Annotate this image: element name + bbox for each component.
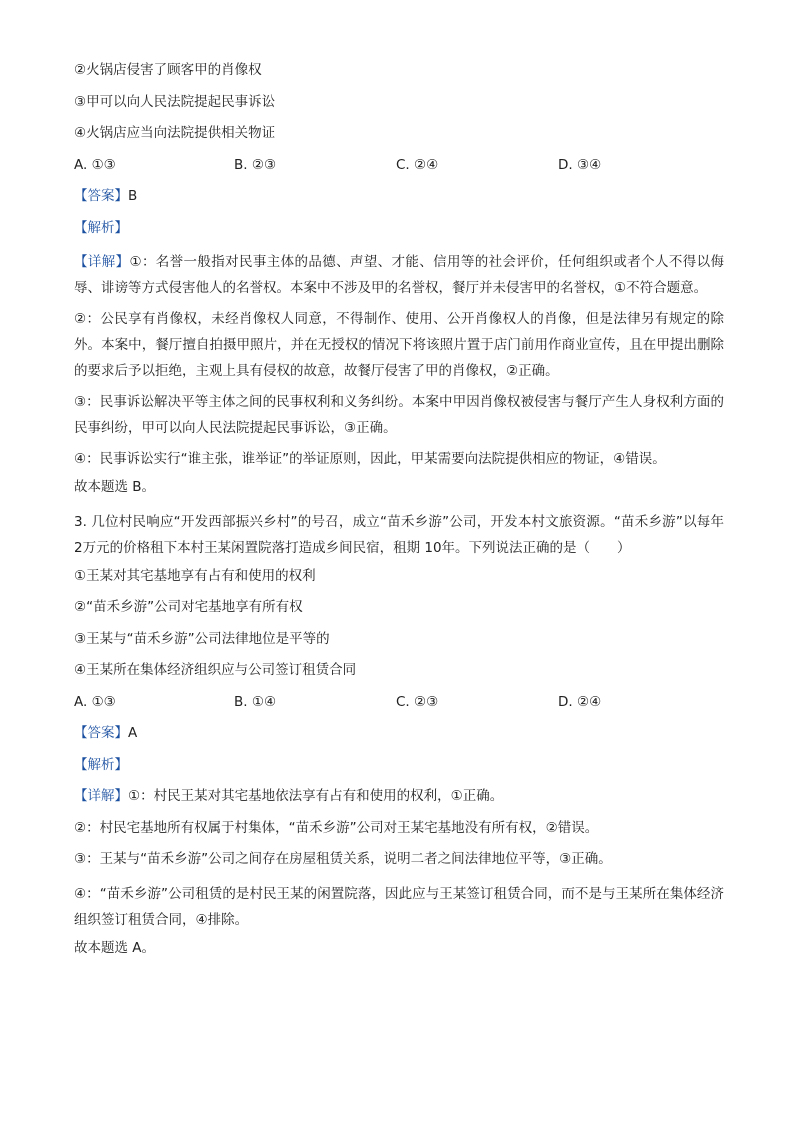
q3-option-b: B. ①④ — [234, 693, 277, 710]
answer-value: B — [128, 188, 138, 204]
detail-tag: 【详解】 — [74, 788, 128, 804]
q3-detail-3: ③：王某与“苗禾乡游”公司之间存在房屋租赁关系，说明二者之间法律地位平等，③正确。 — [74, 851, 612, 867]
q3-option-d: D. ②④ — [558, 693, 602, 710]
q2-conclusion: 故本题选 B。 — [74, 479, 156, 495]
q3-analysis-heading — [74, 755, 724, 776]
q2-item-3: ③甲可以向人民法院提起民事诉讼 — [74, 93, 276, 110]
q2-detail-4: ④：民事诉讼实行“谁主张，谁举证”的举证原则，因此，甲某需要向法院提供相应的物证，④错误。 — [74, 451, 666, 467]
q2-option-c: C. ②④ — [396, 156, 439, 173]
q2-option-b: B. ②③ — [234, 156, 277, 173]
q3-detail-1-text: ①：村民王某对其宅基地依法享有占有和使用的权利，①正确。 — [128, 788, 504, 804]
q2-detail-1 — [74, 249, 724, 301]
q3-options — [74, 692, 724, 713]
answer-tag: 【答案】 — [74, 725, 128, 741]
q3-detail-2: ②：村民宅基地所有权属于村集体，“苗禾乡游”公司对王某宅基地没有所有权，②错误。 — [74, 819, 599, 836]
q2-analysis-heading — [74, 218, 724, 239]
q3-detail-4: ④：“苗禾乡游”公司租赁的是村民王某的闲置院落，因此应与王某签订租赁合同，而不是与王某所在集体经济组织签订租赁合同，④排除。 — [74, 885, 724, 928]
q2-detail-2: ②：公民享有肖像权，未经肖像权人同意，不得制作、使用、公开肖像权人的肖像，但是法律另有规定的除外。本案中，餐厅擅自拍摄甲照片，并在无授权的情况下将该照片置于店门前用作商业宣传，且在甲提出删除的要求后予以拒绝，主观上具有侵权的故意，故餐厅侵害了甲的肖像权，②正确。 — [74, 311, 724, 379]
q3-item-2: ②“苗禾乡游”公司对宅基地享有所有权 — [74, 599, 303, 615]
q3-item-1: ①王某对其宅基地享有占有和使用的权利 — [74, 567, 316, 584]
q3-item-3: ③王某与“苗禾乡游”公司法律地位是平等的 — [74, 630, 330, 647]
q2-option-d: D. ③④ — [558, 156, 602, 173]
q2-item-4: ④火锅店应当向法院提供相关物证 — [74, 125, 276, 141]
answer-value: A — [128, 725, 138, 741]
answer-tag: 【答案】 — [74, 188, 128, 204]
analysis-tag: 【解析】 — [74, 219, 128, 236]
q3-answer — [74, 723, 724, 744]
q3-item-4: ④王某所在集体经济组织应与公司签订租赁合同 — [74, 662, 357, 678]
q3-option-a: A. ①③ — [74, 693, 116, 710]
analysis-tag: 【解析】 — [74, 756, 128, 773]
q2-item-2: ②火锅店侵害了顾客甲的肖像权 — [74, 62, 262, 78]
q2-detail-3: ③：民事诉讼解决平等主体之间的民事权利和义务纠纷。本案中甲因肖像权被侵害与餐厅产生人身权利方面的民事纠纷，甲可以向人民法院提起民事诉讼，③正确。 — [74, 394, 724, 436]
q3-detail-1 — [74, 786, 724, 807]
q2-options — [74, 155, 724, 176]
q3-option-c: C. ②③ — [396, 693, 439, 710]
q2-detail-1-text: ①：名誉一般指对民事主体的品德、声望、才能、信用等的社会评价，任何组织或者个人不得以侮辱、诽谤等方式侵害他人的名誉权。本案中不涉及甲的名誉权，餐厅并未侵害甲的名誉权，①不符合题意。 — [74, 254, 724, 296]
document-page — [74, 60, 724, 969]
q2-answer — [74, 186, 724, 207]
detail-tag: 【详解】 — [74, 254, 130, 270]
q3-stem: 3. 几位村民响应“开发西部振兴乡村”的号召，成立“苗禾乡游”公司，开发本村文旅资源。“苗禾乡游”以每年 2万元的价格租下本村王某闲置院落打造成乡间民宿，租期 10年。下列说法正确的是（ ） — [74, 513, 724, 556]
q2-option-a: A. ①③ — [74, 156, 116, 173]
q3-conclusion: 故本题选 A。 — [74, 939, 156, 956]
